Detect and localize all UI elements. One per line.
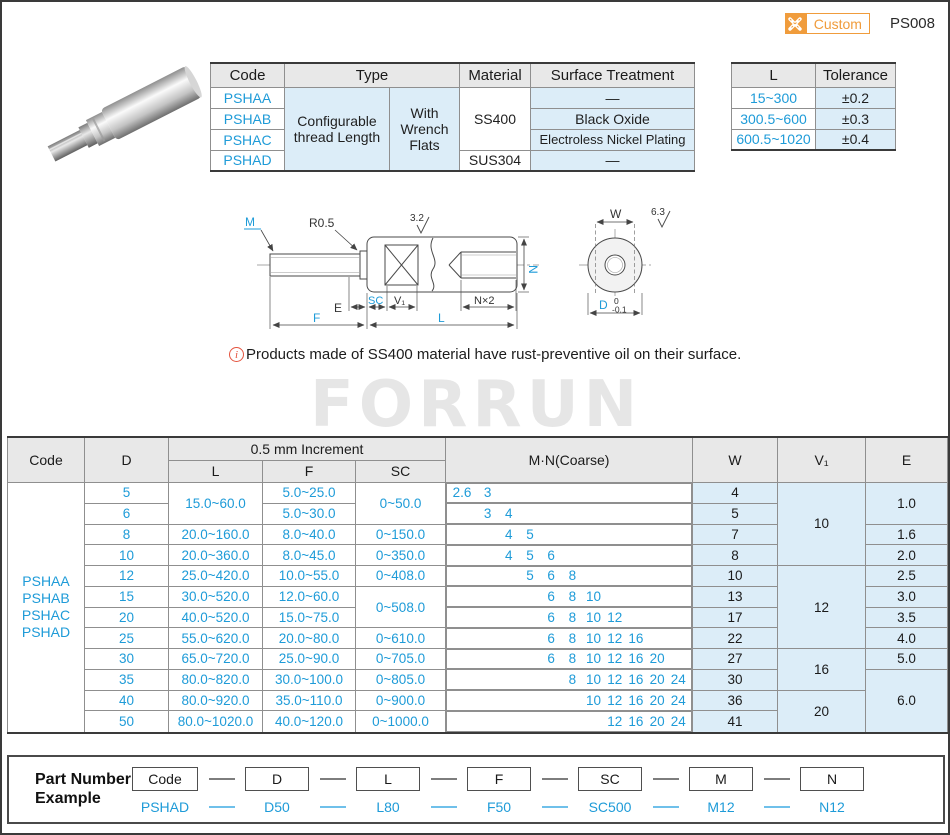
- cell-sc: 0~805.0: [356, 669, 446, 690]
- spec-header-code: Code: [211, 63, 285, 87]
- cell-mn: [446, 483, 692, 504]
- table-row: [8, 690, 948, 711]
- mn-value: 3: [483, 506, 492, 522]
- mn-value: 10: [586, 672, 602, 688]
- pn-value-m: M12: [707, 799, 735, 815]
- cell-f: 25.0~90.0: [263, 649, 356, 670]
- mn-value: 16: [628, 651, 644, 667]
- cell-f: 30.0~100.0: [263, 669, 356, 690]
- pn-value-d: D50: [264, 799, 290, 815]
- dash-blue: [431, 806, 457, 808]
- mn-value: 6: [547, 651, 555, 667]
- custom-badge[interactable]: [785, 13, 870, 34]
- cell-f: 10.0~55.0: [263, 566, 356, 587]
- cell-surface: —: [531, 150, 695, 171]
- pn-value-n: N12: [819, 799, 845, 815]
- cell-sc: 0~408.0: [356, 566, 446, 587]
- mn-value: 16: [628, 713, 644, 729]
- mn-value: 6: [547, 630, 555, 646]
- cell-e: 4.0: [866, 628, 948, 649]
- cell-f: 8.0~45.0: [263, 545, 356, 566]
- watermark: FORRUN: [310, 368, 643, 442]
- cell-e: 5.0: [866, 649, 948, 670]
- mn-value: 2.6: [452, 485, 472, 501]
- cell-tolerance: ±0.2: [816, 87, 896, 108]
- code-line: PSHAD: [21, 624, 71, 640]
- table-row: [8, 649, 948, 670]
- mn-value: 6: [547, 568, 555, 584]
- mn-value: 8: [568, 672, 577, 688]
- mn-value: 8: [568, 568, 577, 584]
- header-sc: SC: [356, 460, 446, 482]
- page-code: PS008: [889, 15, 935, 32]
- page-header: [785, 13, 935, 34]
- cell-type-main: Configurable thread Length: [285, 87, 390, 171]
- cell-w: 8: [693, 545, 778, 566]
- cell-f: 35.0~110.0: [263, 690, 356, 711]
- mn-value: 3: [483, 485, 492, 501]
- cell-l: 80.0~920.0: [169, 690, 263, 711]
- spec-row: [211, 87, 695, 108]
- header-f: F: [263, 460, 356, 482]
- cell-l-range: 15~300: [732, 87, 816, 108]
- tolerance-header-l: L: [732, 63, 816, 87]
- pn-separator: [753, 767, 800, 808]
- cell-l: 15.0~60.0: [169, 482, 263, 524]
- cell-f: 8.0~40.0: [263, 524, 356, 545]
- mn-value: 10: [586, 630, 602, 646]
- part-number-example: [7, 755, 945, 824]
- code-group-cell: [8, 482, 85, 733]
- cell-mn: [446, 628, 692, 649]
- dim-label-d: D: [599, 298, 608, 312]
- part-number-title: [35, 770, 132, 808]
- mn-value: 20: [649, 692, 665, 708]
- header-w: W: [693, 437, 778, 482]
- mn-value: 10: [586, 692, 602, 708]
- cell-mn: [446, 566, 692, 587]
- pn-separator: [309, 767, 356, 808]
- dash-gray: [209, 778, 235, 780]
- cell-type-sub: With Wrench Flats: [390, 87, 460, 171]
- cell-w: 13: [693, 586, 778, 607]
- part-number-title-line1: Part Number: [35, 771, 132, 788]
- dim-label-nx2: N×2: [474, 295, 495, 307]
- spec-header-row: [211, 63, 695, 87]
- cell-d: 35: [85, 669, 169, 690]
- cell-d: 5: [85, 482, 169, 503]
- spec-header-material: Material: [460, 63, 531, 87]
- cell-f: 5.0~30.0: [263, 503, 356, 524]
- mn-value: 6: [547, 589, 555, 605]
- pn-separator: [642, 767, 689, 808]
- cell-mn: [446, 545, 692, 566]
- pn-box-m: M: [689, 767, 753, 791]
- spec-table: [210, 62, 695, 172]
- mn-value: 16: [628, 630, 644, 646]
- dash-blue: [209, 806, 235, 808]
- mn-value: 10: [586, 651, 602, 667]
- mn-value: 24: [670, 713, 686, 729]
- cell-e: 1.6: [866, 524, 948, 545]
- cell-d: 30: [85, 649, 169, 670]
- pn-field-m: [689, 767, 753, 815]
- mn-value: 8: [568, 630, 577, 646]
- mn-value: 4: [505, 526, 513, 542]
- cell-f: 20.0~80.0: [263, 628, 356, 649]
- cell-d: 10: [85, 545, 169, 566]
- cell-d: 20: [85, 607, 169, 628]
- header-mn: M·N(Coarse): [446, 437, 693, 482]
- cell-sc: 0~50.0: [356, 482, 446, 524]
- dim-tol-top: 0: [614, 296, 619, 306]
- cell-sc: 0~705.0: [356, 649, 446, 670]
- dash-gray: [764, 778, 790, 780]
- pn-box-l: L: [356, 767, 420, 791]
- technical-drawing: [227, 194, 697, 349]
- cell-surface: Electroless Nickel Plating: [531, 129, 695, 150]
- header-e: E: [866, 437, 948, 482]
- header-increment: 0.5 mm Increment: [169, 437, 446, 460]
- mn-value: 12: [607, 630, 623, 646]
- cell-mn: [446, 649, 692, 670]
- dash-blue: [542, 806, 568, 808]
- header-d: D: [85, 437, 169, 482]
- cell-tolerance: ±0.3: [816, 108, 896, 129]
- dim-label-r: R0.5: [309, 216, 335, 230]
- tolerance-row: [732, 108, 896, 129]
- mn-value: 12: [607, 651, 623, 667]
- cell-surface: Black Oxide: [531, 108, 695, 129]
- dim-label-m: M: [245, 215, 255, 229]
- cell-mn: [446, 503, 692, 524]
- dim-label-sc: SC: [368, 295, 384, 307]
- cell-l-range: 300.5~600: [732, 108, 816, 129]
- tolerance-table: [731, 62, 896, 151]
- mn-value: 24: [670, 692, 686, 708]
- pn-field-d: [245, 767, 309, 815]
- cell-w: 7: [693, 524, 778, 545]
- cell-e: 2.5: [866, 566, 948, 587]
- cell-e: 3.0: [866, 586, 948, 607]
- spec-header-surface: Surface Treatment: [531, 63, 695, 87]
- code-line: PSHAA: [22, 573, 70, 589]
- tolerance-header-row: [732, 63, 896, 87]
- mn-value: 20: [649, 672, 665, 688]
- cell-l: 20.0~160.0: [169, 524, 263, 545]
- cell-l-range: 600.5~1020: [732, 129, 816, 150]
- mn-value: 24: [670, 672, 686, 688]
- cell-f: 12.0~60.0: [263, 586, 356, 607]
- cell-material: SS400: [460, 87, 531, 150]
- pn-separator: [420, 767, 467, 808]
- mn-value: 12: [607, 609, 623, 625]
- dash-gray: [431, 778, 457, 780]
- info-icon: i: [229, 347, 244, 362]
- cell-mn: [446, 607, 692, 628]
- mn-value: 20: [649, 651, 665, 667]
- cell-d: 40: [85, 690, 169, 711]
- mn-value: 6: [547, 547, 555, 563]
- cell-surface: —: [531, 87, 695, 108]
- dim-tol-bottom: -0.1: [612, 304, 627, 315]
- table-row: [8, 482, 948, 503]
- mn-value: 20: [649, 713, 665, 729]
- cell-d: 12: [85, 566, 169, 587]
- cell-l: 20.0~360.0: [169, 545, 263, 566]
- mn-value: 6: [547, 609, 555, 625]
- cell-w: 30: [693, 669, 778, 690]
- cell-l: 55.0~620.0: [169, 628, 263, 649]
- cell-w: 4: [693, 482, 778, 503]
- dash-blue: [320, 806, 346, 808]
- cell-l: 65.0~720.0: [169, 649, 263, 670]
- mn-value: 5: [526, 547, 534, 563]
- cell-mn: [446, 586, 692, 607]
- dash-gray: [542, 778, 568, 780]
- dash-blue: [653, 806, 679, 808]
- pn-box-d: D: [245, 767, 309, 791]
- cell-w: 36: [693, 690, 778, 711]
- cell-d: 6: [85, 503, 169, 524]
- cell-sc: 0~900.0: [356, 690, 446, 711]
- cell-l: 40.0~520.0: [169, 607, 263, 628]
- cell-d: 15: [85, 586, 169, 607]
- cell-e: 6.0: [866, 669, 948, 732]
- cell-e: 1.0: [866, 482, 948, 524]
- cell-d: 50: [85, 711, 169, 733]
- pn-box-f: F: [467, 767, 531, 791]
- custom-weave-icon: [785, 13, 806, 34]
- pn-value-code: PSHAD: [140, 799, 190, 815]
- tolerance-row: [732, 87, 896, 108]
- pn-field-l: [356, 767, 420, 815]
- mn-value: 4: [505, 547, 513, 563]
- dash-gray: [653, 778, 679, 780]
- mn-value: 12: [607, 692, 623, 708]
- dim-label-l: L: [438, 311, 445, 325]
- cell-sc: 0~1000.0: [356, 711, 446, 733]
- pn-field-sc: [578, 767, 642, 815]
- cell-w: 27: [693, 649, 778, 670]
- pn-separator: [531, 767, 578, 808]
- cell-l: 30.0~520.0: [169, 586, 263, 607]
- pn-value-sc: SC500: [588, 799, 632, 815]
- mn-value: 8: [568, 651, 577, 667]
- pn-box-n: N: [800, 767, 864, 791]
- code-line: PSHAC: [21, 607, 71, 623]
- dim-label-v1: V₁: [394, 295, 406, 307]
- cell-w: 5: [693, 503, 778, 524]
- dim-label-w: W: [610, 207, 622, 221]
- cell-w: 10: [693, 566, 778, 587]
- cell-e: 2.0: [866, 545, 948, 566]
- main-dimension-table: [7, 436, 948, 734]
- note-text: Products made of SS400 material have rust-preventive oil on their surface.: [246, 346, 742, 363]
- cell-f: 15.0~75.0: [263, 607, 356, 628]
- cell-w: 17: [693, 607, 778, 628]
- cell-f: 40.0~120.0: [263, 711, 356, 733]
- cell-v1: 10: [778, 482, 866, 566]
- pn-value-f: F50: [486, 799, 512, 815]
- mn-value: 16: [628, 672, 644, 688]
- header-code: Code: [8, 437, 85, 482]
- cell-l: 80.0~820.0: [169, 669, 263, 690]
- pn-box-sc: SC: [578, 767, 642, 791]
- pn-field-n: [800, 767, 864, 815]
- cell-v1: 16: [778, 649, 866, 691]
- dash-gray: [320, 778, 346, 780]
- finish-value-side: 6.3: [651, 207, 665, 218]
- cell-l: 25.0~420.0: [169, 566, 263, 587]
- pn-value-l: L80: [376, 799, 400, 815]
- mn-value: 5: [526, 568, 534, 584]
- cell-w: 41: [693, 711, 778, 733]
- dim-label-n: N: [526, 265, 540, 274]
- cell-mn: [446, 669, 692, 690]
- cell-v1: 12: [778, 566, 866, 649]
- cell-l: 80.0~1020.0: [169, 711, 263, 733]
- spec-header-type: Type: [285, 63, 460, 87]
- mn-value: 8: [568, 589, 577, 605]
- cell-v1: 20: [778, 690, 866, 733]
- mn-value: 16: [628, 692, 644, 708]
- main-header-row-1: [8, 437, 948, 460]
- cell-sc: 0~150.0: [356, 524, 446, 545]
- cell-mn: [446, 711, 692, 732]
- product-image: [37, 58, 202, 180]
- mn-value: 4: [505, 506, 513, 522]
- cell-w: 22: [693, 628, 778, 649]
- dash-blue: [764, 806, 790, 808]
- cell-code: PSHAD: [211, 150, 285, 171]
- table-row: [8, 566, 948, 587]
- cell-code: PSHAC: [211, 129, 285, 150]
- tolerance-row: [732, 129, 896, 150]
- pn-field-f: [467, 767, 531, 815]
- dim-label-e: E: [334, 301, 343, 315]
- cell-material: SUS304: [460, 150, 531, 171]
- cell-f: 5.0~25.0: [263, 482, 356, 503]
- header-v1: V₁: [778, 437, 866, 482]
- dim-label-f: F: [313, 311, 321, 325]
- cell-d: 25: [85, 628, 169, 649]
- custom-badge-label: Custom: [806, 13, 870, 34]
- material-note: [229, 346, 741, 363]
- finish-value-main: 3.2: [410, 213, 424, 224]
- cell-e: 3.5: [866, 607, 948, 628]
- cell-mn: [446, 690, 692, 711]
- cell-tolerance: ±0.4: [816, 129, 896, 150]
- pn-field-code: [132, 767, 198, 815]
- part-number-title-line2: Example: [35, 790, 101, 807]
- cell-sc: 0~610.0: [356, 628, 446, 649]
- pn-box-code: Code: [132, 767, 198, 791]
- cell-d: 8: [85, 524, 169, 545]
- cell-sc: 0~350.0: [356, 545, 446, 566]
- mn-value: 10: [586, 589, 602, 605]
- pn-separator: [198, 767, 245, 808]
- mn-value: 12: [607, 672, 623, 688]
- header-l: L: [169, 460, 263, 482]
- cell-mn: [446, 524, 692, 545]
- cell-code: PSHAB: [211, 108, 285, 129]
- mn-value: 8: [568, 609, 577, 625]
- mn-value: 12: [607, 713, 623, 729]
- cell-code: PSHAA: [211, 87, 285, 108]
- mn-value: 5: [526, 526, 534, 542]
- cell-sc: 0~508.0: [356, 586, 446, 628]
- mn-value: 10: [586, 609, 602, 625]
- tolerance-header-tol: Tolerance: [816, 63, 896, 87]
- code-line: PSHAB: [22, 590, 70, 606]
